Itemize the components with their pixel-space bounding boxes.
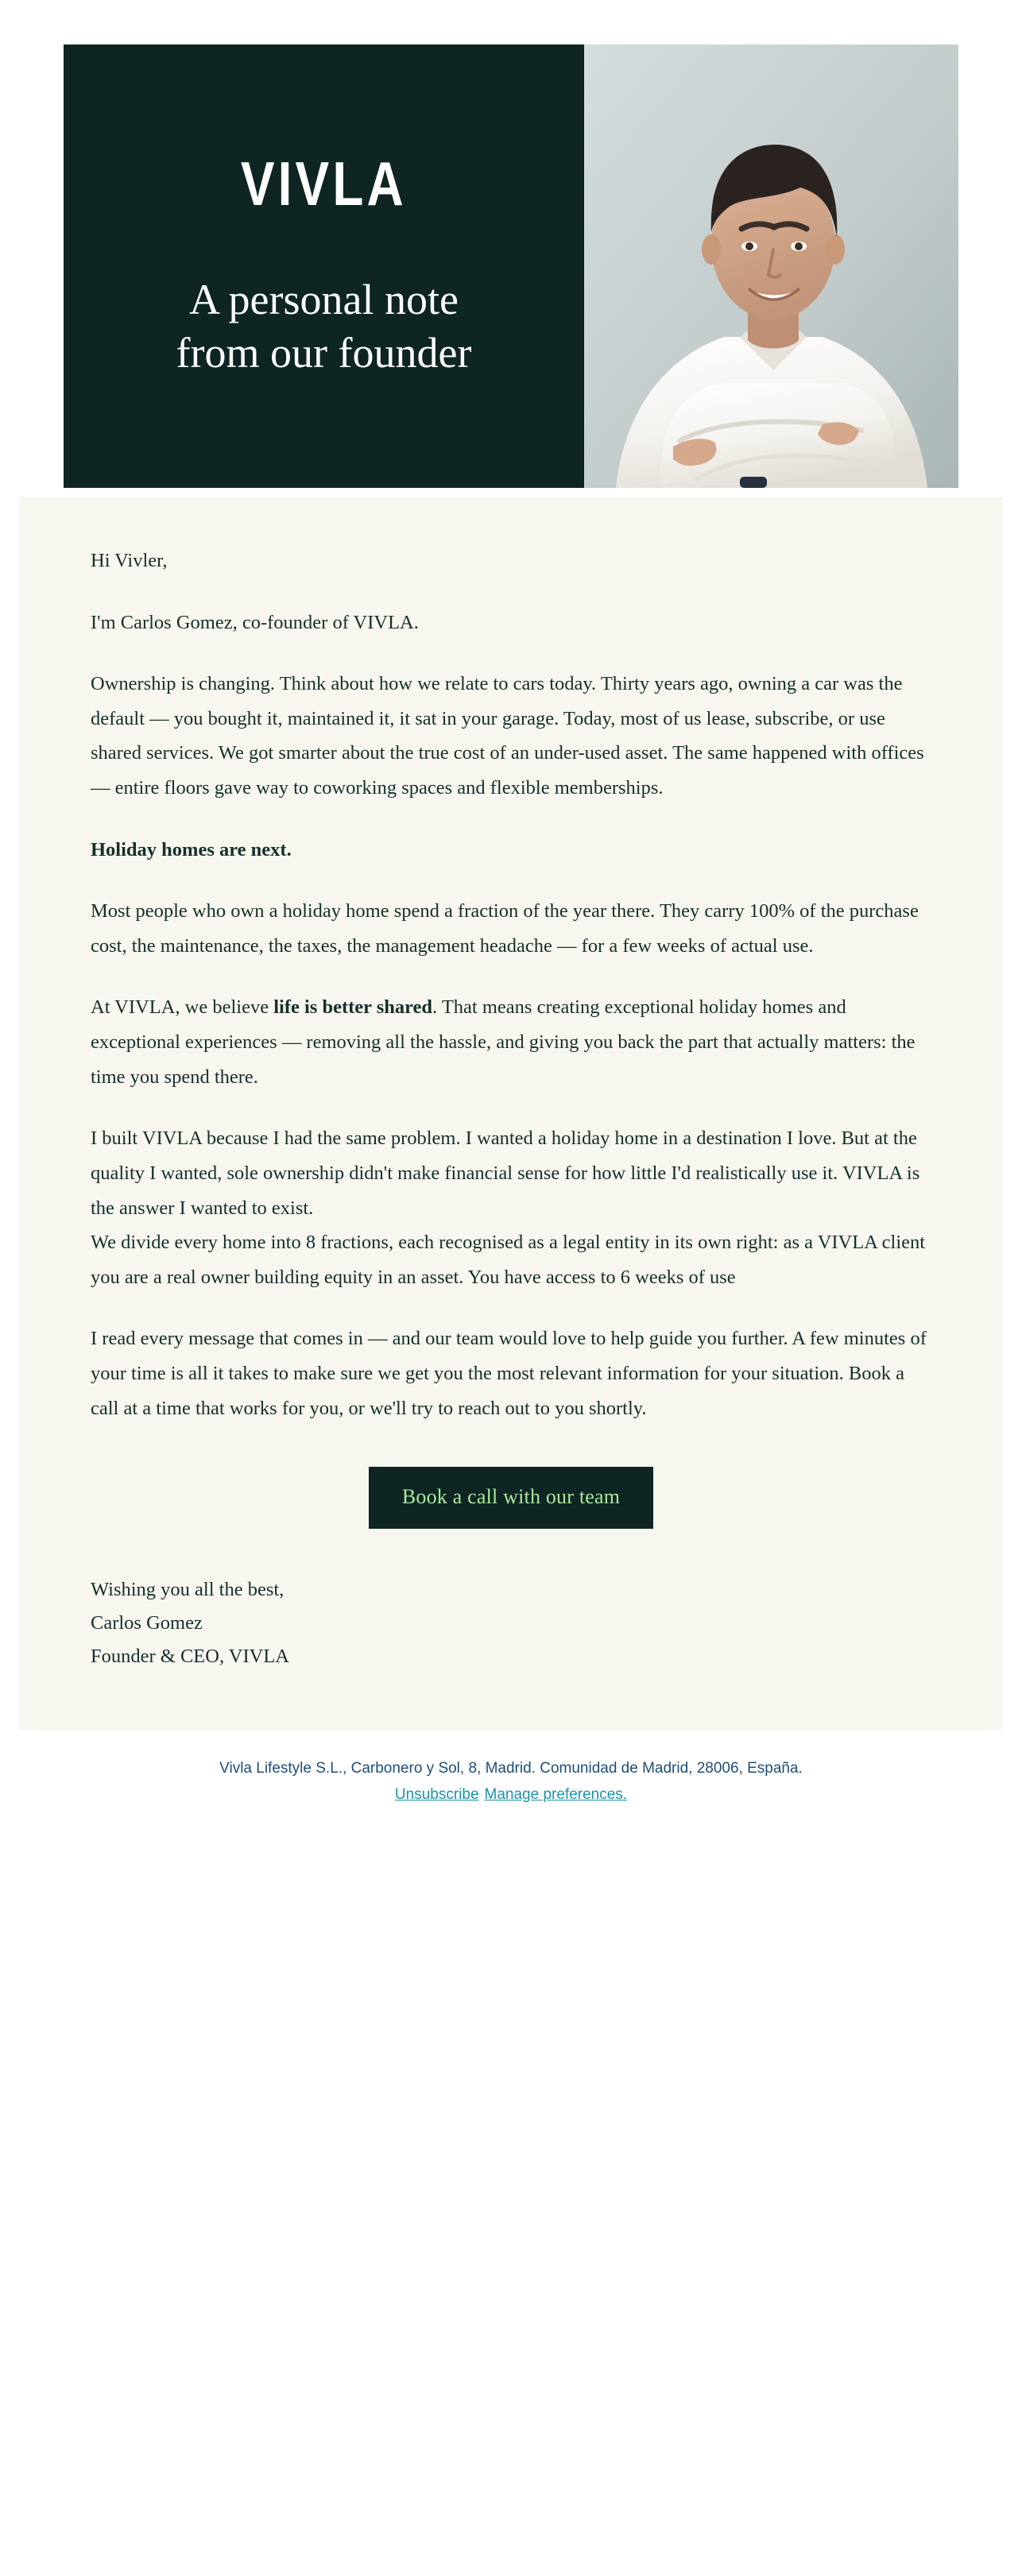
headline-line-1: A personal note [189, 276, 459, 324]
book-a-call-button[interactable]: Book a call with our team [369, 1467, 653, 1529]
email-header-banner [64, 44, 958, 488]
paragraph-i-read-every-message: I read every message that comes in — and our team would love to help guide you further. A few minutes of your time is all it takes to make sure we get you the most relevant information for your situation. Book a call at a time that works for you, or we'll try to reach out to you shortly. [91, 1328, 927, 1419]
paragraph-fractions: We divide every home into 8 fractions, each recognised as a legal entity in its own right: as a VIVLA client you are a real owner building equity in an asset. You have access to 6 weeks of use [91, 1232, 926, 1288]
paragraph-ownership: Ownership is changing. Think about how we relate to cars today. Thirty years ago, owning a car was the default — you bought it, maintained it, it sat in your garage. Today, most of us lease, subscribe, or use shared services. We got smarter about the true cost of an under-used asset. The same happened with offices — entire floors gave way to coworking spaces and flexible memberships. [91, 673, 924, 799]
believe-prefix: At VIVLA, we believe [91, 996, 274, 1019]
believe-suffix: . That means creating exceptional holiday homes and exceptional experiences — removing all the hassle, and giving you back the part that actually matters: the time you spend there. [91, 996, 916, 1088]
intro-line: I'm Carlos Gomez, co-founder of VIVLA. [91, 611, 419, 633]
email-footer [19, 1730, 1003, 1839]
header-brand-panel [64, 44, 584, 488]
email-body [19, 497, 1003, 1730]
footer-links [51, 1783, 971, 1806]
unsubscribe-link[interactable]: Unsubscribe [394, 1786, 479, 1803]
cta-container [91, 1467, 931, 1529]
footer-address: Vivla Lifestyle S.L., Carbonero y Sol, 8, Madrid. Comunidad de Madrid, 28006, España. [219, 1759, 803, 1777]
believe-emphasis: life is better shared [273, 996, 433, 1019]
manage-preferences-link[interactable]: Manage preferences. [484, 1786, 628, 1803]
vivla-logo: VIVLA [241, 149, 407, 219]
headline-line-2: from our founder [176, 329, 472, 377]
greeting-line: Hi Vivler, [91, 550, 168, 571]
founder-portrait-image [584, 44, 958, 488]
email-canvas [0, 44, 1022, 2576]
signature-closing: Wishing you all the best, [91, 1579, 285, 1601]
email-body-text [91, 543, 931, 1674]
paragraph-i-built-vivla: I built VIVLA because I had the same problem. I wanted a holiday home in a destination I love. But at the quality I wanted, sole ownership didn't make financial sense for how little I'd realistically use it. VIVLA is the answer I wanted to exist. [91, 1127, 920, 1219]
signature-name: Carlos Gomez [91, 1612, 203, 1634]
founder-portrait [584, 44, 958, 488]
section-heading-holiday-homes: Holiday homes are next. [91, 838, 292, 861]
page-title [176, 273, 472, 380]
paragraph-most-people: Most people who own a holiday home spend a fraction of the year there. They carry 100% of the purchase cost, the maintenance, the taxes, the management headache — for a few weeks of actual use. [91, 900, 919, 957]
paragraph-life-is-better-shared [91, 990, 931, 1094]
signature-block [91, 1573, 931, 1673]
signature-title: Founder & CEO, VIVLA [91, 1646, 289, 1668]
